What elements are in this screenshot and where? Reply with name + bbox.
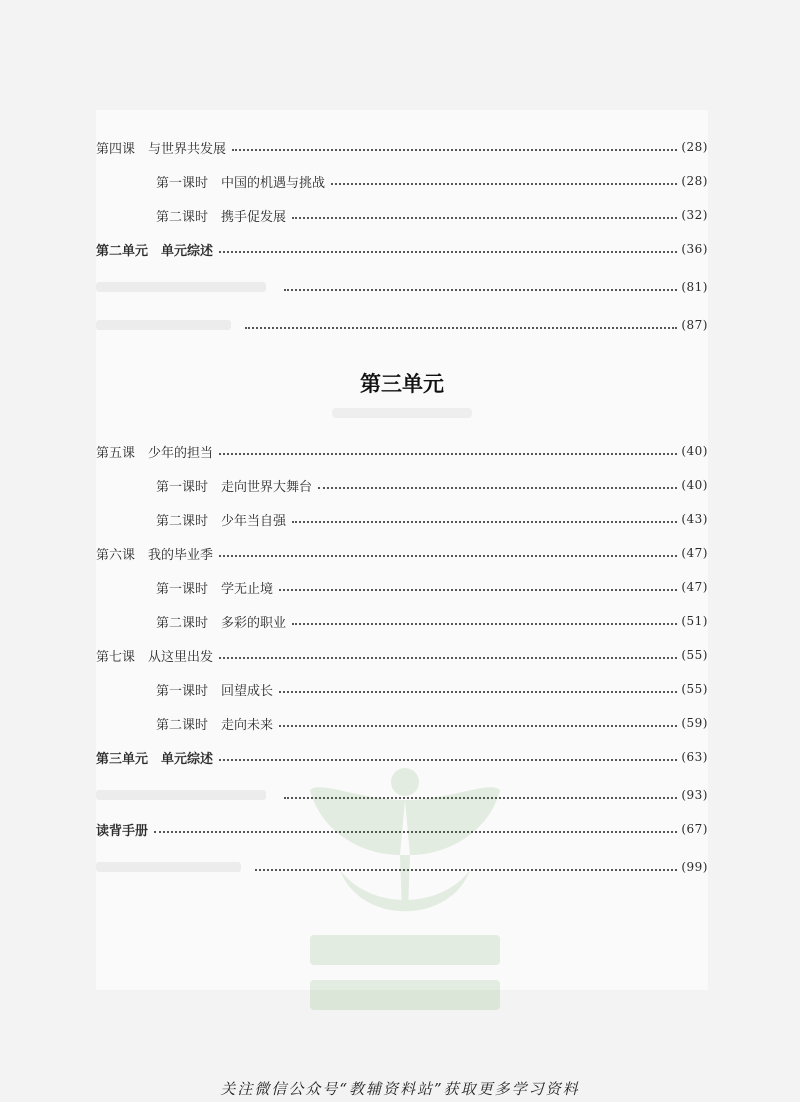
toc-entry-title: 第四课 与世界共发展 bbox=[96, 141, 227, 157]
toc-page-number: (40) bbox=[681, 478, 708, 492]
toc-page-number: (67) bbox=[681, 822, 708, 836]
toc-leader-dots bbox=[292, 623, 677, 625]
toc-page-number: (99) bbox=[681, 860, 708, 874]
toc-page-number: (51) bbox=[681, 614, 708, 628]
toc-entry-title: 第二课时 多彩的职业 bbox=[156, 615, 287, 631]
toc-leader-dots bbox=[284, 289, 677, 291]
toc-page-number: (55) bbox=[681, 648, 708, 662]
toc-page-number: (43) bbox=[681, 512, 708, 526]
toc-entry-lesson6-1 bbox=[156, 576, 708, 598]
toc-entry-lesson7 bbox=[96, 644, 708, 666]
toc-leader-dots bbox=[279, 589, 677, 591]
toc-leader-dots bbox=[245, 327, 677, 329]
toc-entry-title: 第一课时 回望成长 bbox=[156, 683, 274, 699]
toc-entry-lesson5 bbox=[96, 440, 708, 462]
faded-text bbox=[96, 862, 241, 872]
toc-page-number: (59) bbox=[681, 716, 708, 730]
toc-leader-dots bbox=[219, 251, 677, 253]
toc-leader-dots bbox=[219, 453, 677, 455]
toc-page-number: (81) bbox=[681, 280, 708, 294]
toc-page-number: (32) bbox=[681, 208, 708, 222]
toc-entry-title: 第一课时 走向世界大舞台 bbox=[156, 479, 313, 495]
watermark-logo bbox=[300, 760, 510, 1020]
toc-entry-title: 读背手册 bbox=[96, 823, 149, 839]
faded-text bbox=[96, 790, 266, 800]
toc-entry-lesson6-2 bbox=[156, 610, 708, 632]
toc-leader-dots bbox=[292, 521, 677, 523]
toc-page-number: (28) bbox=[681, 174, 708, 188]
toc-entry-title: 第二课时 走向未来 bbox=[156, 717, 274, 733]
faded-text bbox=[96, 320, 231, 330]
toc-entry-title: 第二课时 携手促发展 bbox=[156, 209, 287, 225]
toc-entry-lesson7-1 bbox=[156, 678, 708, 700]
toc-page-number: (93) bbox=[681, 788, 708, 802]
toc-page-number: (87) bbox=[681, 318, 708, 332]
toc-entry-lesson5-2 bbox=[156, 508, 708, 530]
toc-entry-faint bbox=[96, 276, 708, 298]
toc-entry-title: 第二课时 少年当自强 bbox=[156, 513, 287, 529]
toc-entry-title: 第七课 从这里出发 bbox=[96, 649, 214, 665]
toc-entry-title: 第一课时 中国的机遇与挑战 bbox=[156, 175, 326, 191]
toc-entry-title: 第三单元 单元综述 bbox=[96, 751, 214, 767]
toc-leader-dots bbox=[279, 725, 677, 727]
toc-leader-dots bbox=[219, 555, 677, 557]
toc-entry-lesson4-1 bbox=[156, 170, 708, 192]
toc-entry-lesson4-2 bbox=[156, 204, 708, 226]
toc-leader-dots bbox=[232, 149, 677, 151]
toc-entry-title: 第六课 我的毕业季 bbox=[96, 547, 214, 563]
toc-page-number: (47) bbox=[681, 546, 708, 560]
toc-page-number: (47) bbox=[681, 580, 708, 594]
toc-leader-dots bbox=[292, 217, 677, 219]
footer-note: 关注微信公众号“教辅资料站”获取更多学习资料 bbox=[220, 1080, 580, 1098]
faded-subtitle bbox=[332, 408, 472, 418]
toc-page-number: (63) bbox=[681, 750, 708, 764]
toc-entry-lesson6 bbox=[96, 542, 708, 564]
faded-text bbox=[96, 282, 266, 292]
toc-entry-faint bbox=[96, 314, 708, 336]
toc-entry-lesson5-1 bbox=[156, 474, 708, 496]
toc-entry-unit2-summary bbox=[96, 238, 708, 260]
toc-entry-title: 第二单元 单元综述 bbox=[96, 243, 214, 259]
toc-leader-dots bbox=[219, 657, 677, 659]
toc-entry-title: 第五课 少年的担当 bbox=[96, 445, 214, 461]
unit-title: 第三单元 bbox=[360, 372, 444, 396]
toc-entry-title: 第一课时 学无止境 bbox=[156, 581, 274, 597]
toc-page-number: (55) bbox=[681, 682, 708, 696]
toc-leader-dots bbox=[279, 691, 677, 693]
toc-page-number: (36) bbox=[681, 242, 708, 256]
toc-page-number: (28) bbox=[681, 140, 708, 154]
toc-entry-lesson7-2 bbox=[156, 712, 708, 734]
toc-leader-dots bbox=[331, 183, 677, 185]
toc-leader-dots bbox=[318, 487, 677, 489]
toc-page-number: (40) bbox=[681, 444, 708, 458]
toc-entry-lesson4 bbox=[96, 136, 708, 158]
